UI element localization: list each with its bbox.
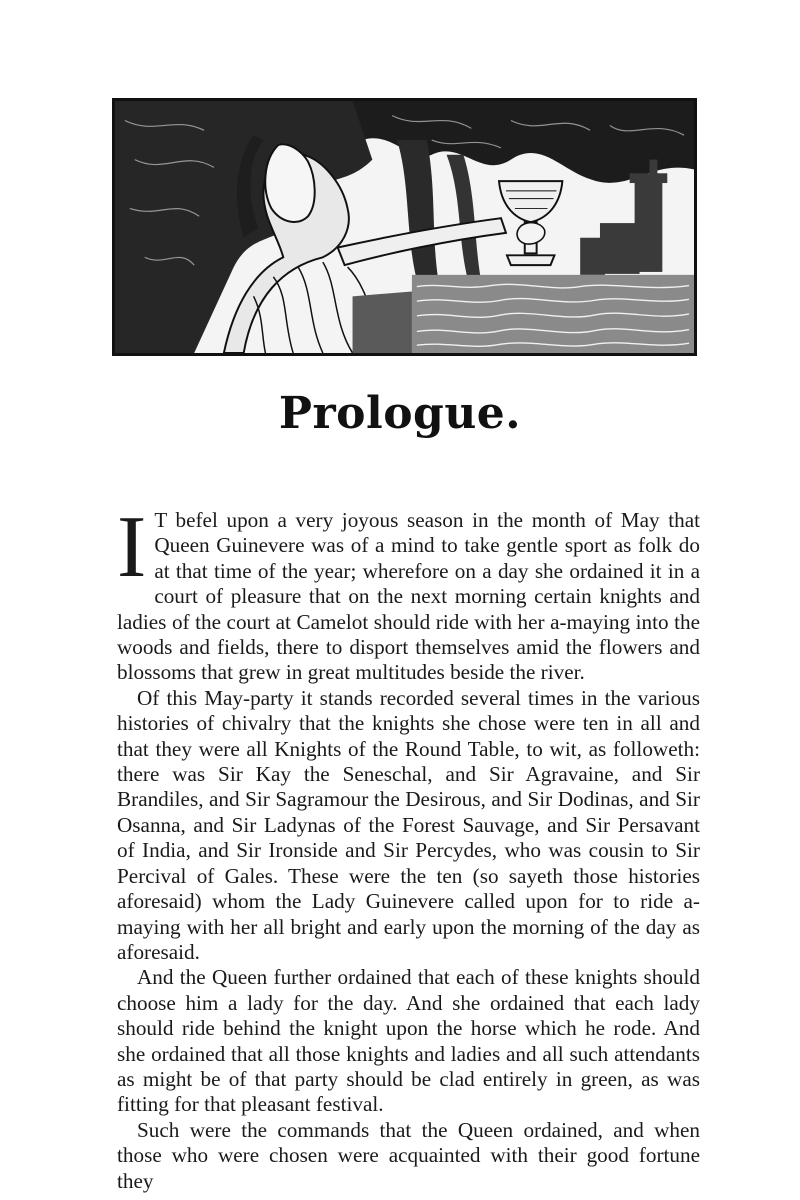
paragraph-1 <box>117 499 700 686</box>
paragraph-2: Of this May-party it stands recorded several times in the various histories of chivalry that the knights she chose were ten in all and that they were all Knights of the Round Table, to wit, as followeth: there was Sir Kay the Seneschal, and Sir Agravaine, and Sir Brandiles, and Sir Sagramour the Desirous, and Sir Dodinas, and Sir Osanna, and Sir Ladynas of the Forest Sauvage, and Sir Persavant of India, and Sir Ironside and Sir Percydes, who was cousin to Sir Percival of Gales. These were the ten (so sayeth those histories aforesaid) whom the Lady Guinevere called upon for to ride a-maying with her all bright and early upon the morning of the day as aforesaid. <box>117 685 700 964</box>
header-illustration <box>112 98 697 356</box>
drop-cap: I <box>117 499 147 596</box>
paragraph-4: Such were the commands that the Queen ordained, and when those who were chosen were acquainted with their good fortune they <box>117 1117 700 1193</box>
body-text <box>117 499 700 1194</box>
woodcut-engraving <box>115 101 694 353</box>
paragraph-1-text: T befel upon a very joyous season in the month of May that Queen Guinevere was of a mind to take gentle sport as folk do at that time of the year; wherefore on a day she ordained it in a court of pleasure that on the next morning certain knights and ladies of the court at Camelot should ride with her a-maying into the woods and fields, there to disport themselves amid the flowers and blossoms that grew in great multitudes beside the river. <box>117 508 700 685</box>
chapter-title: Prologue. <box>278 388 522 439</box>
paragraph-3: And the Queen further ordained that each of these knights should choose him a lady for the day. And she ordained that each lady should ride behind the knight upon the horse which he rode. And she ordained that all those knights and ladies and all such attendants as might be of that party should be clad entirely in green, as was fitting for that pleasant festival. <box>117 965 700 1117</box>
